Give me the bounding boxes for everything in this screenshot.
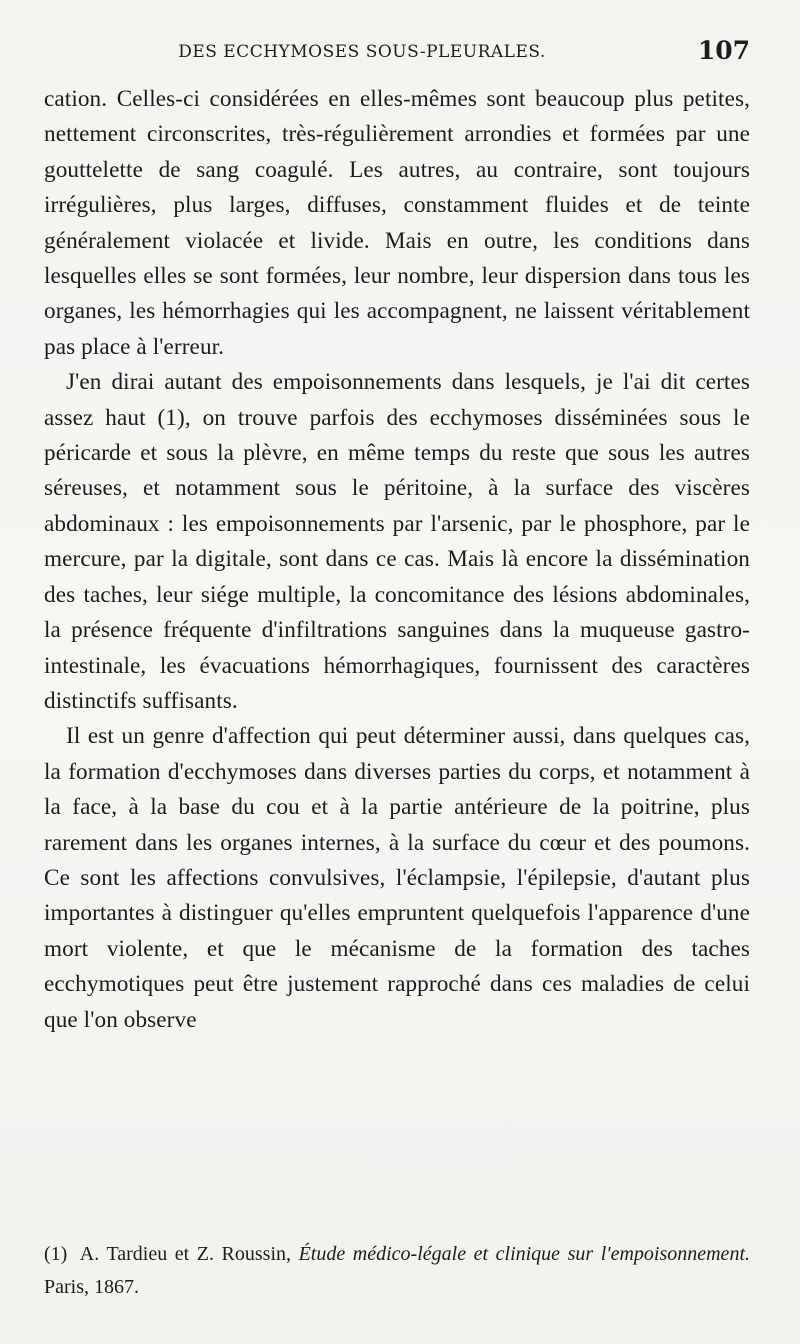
footnote-authors: A. Tardieu et Z. Roussin,	[79, 1243, 292, 1265]
page-number: 107	[697, 36, 750, 65]
paragraph-continuation: cation. Celles-ci considérées en elles-mêmes sont beaucoup plus petites, nettement circonscrites, très-régulièrement arrondies et formées par une gouttelette de sang coagulé. Les autres, au contraire, sont toujours irrégulières, plus larges, diffuses, constamment fluides et de teinte généralement violacée et livide. Mais en outre, les conditions dans lesquelles elles se sont formées, leur nombre, leur dispersion dans tous les organes, les hémorrhagies qui les accompagnent, ne laissent véritablement pas place à l'erreur.	[44, 86, 750, 360]
paragraph-empoisonnements: J'en dirai autant des empoisonnements dans lesquels, je l'ai dit certes assez haut (1), on trouve parfois des ecchymoses disséminées sous le péricarde et sous la plèvre, en même temps du reste que sous les autres séreuses, et notamment sous le péritoine, à la surface des viscères abdominaux : les empoisonnements par l'arsenic, par le phosphore, par le mercure, par la digitale, sont dans ce cas. Mais là encore la dissémination des taches, leur siége multiple, la concomitance des lésions abdominales, la présence fréquente d'infiltrations sanguines dans la muqueuse gastro-intestinale, les évacuations hémorrhagiques, fournissent des caractères distinctifs suffisants.	[44, 369, 750, 714]
paragraph-affections-convulsives: Il est un genre d'affection qui peut déterminer aussi, dans quelques cas, la formation d'ecchymoses dans diverses parties du corps, et notamment à la face, à la base du cou et à la partie antérieure de la poitrine, plus rarement dans les organes internes, à la surface du cœur et des poumons. Ce sont les affections convulsives, l'éclampsie, l'épilepsie, d'autant plus importantes à distinguer qu'elles empruntent quelquefois l'apparence d'une mort violente, et que le mécanisme de la formation des taches ecchymotiques peut être justement rapproché dans ces maladies de celui que l'on observe	[44, 723, 750, 1033]
footnote-title: Étude médico-légale et clinique sur l'empoisonnement.	[298, 1243, 750, 1265]
body-text	[44, 82, 750, 1038]
footnote-mark: (1)	[44, 1243, 68, 1265]
footnote	[44, 1238, 750, 1304]
page-header	[44, 28, 750, 78]
footnote-publication: Paris, 1867.	[44, 1276, 139, 1298]
running-head: DES ECCHYMOSES SOUS-PLEURALES.	[178, 42, 546, 62]
